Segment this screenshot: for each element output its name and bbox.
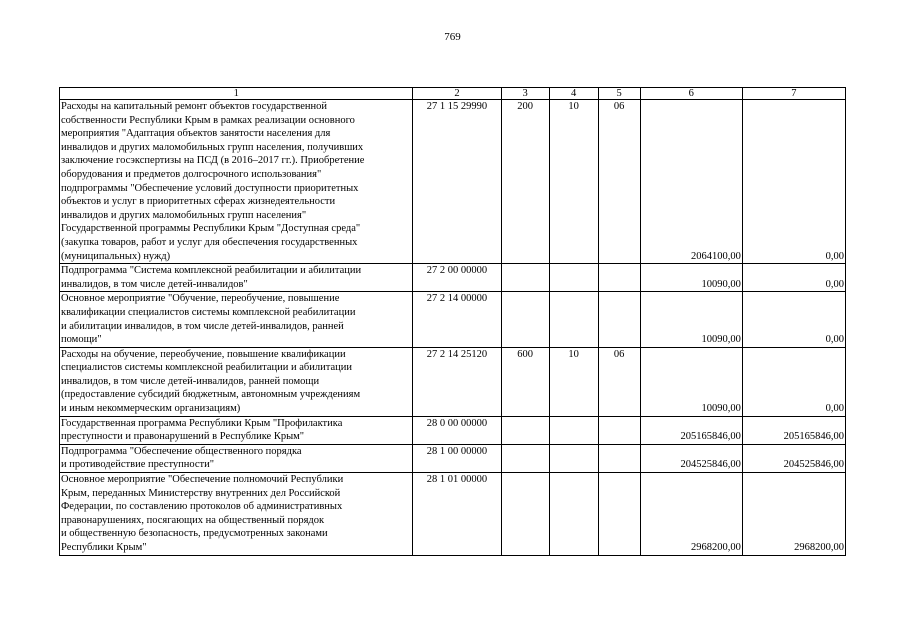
row-expense-type-cell: 200: [501, 100, 549, 264]
table-header-row: [60, 88, 846, 100]
row-amount-cell: 10090,00: [640, 292, 742, 347]
column-header: 3: [501, 88, 549, 100]
row-code-cell: 28 1 01 00000: [413, 473, 501, 556]
row-name-cell: Расходы на капитальный ремонт объектов государственной собственности Республики Крым в рамках реализации основного мероприятия "Адаптация объектов занятости населения для инвалидов и других маломобильных групп населения, получивших заключение госэкспертизы на ПСД (в 2016–2017 гг.). Приобретение оборудования и предметов долгосрочного использования" подпрограммы "Обеспечение условий доступности приоритетных объектов и услуг в приоритетных сферах жизнедеятельности инвалидов и других маломобильных групп населения" Государственной программы Республики Крым "Доступная среда" (закупка товаров, работ и услуг для обеспечения государственных (муниципальных) нужд): [60, 100, 413, 264]
page-number: 769: [444, 31, 461, 43]
row-expense-type-cell: [501, 264, 549, 292]
row-subsection-cell: [598, 416, 640, 444]
row-amount-cell: 2968200,00: [640, 473, 742, 556]
column-header: 2: [413, 88, 501, 100]
table-row: [60, 416, 846, 444]
row-name-cell: Подпрограмма "Система комплексной реабилитации и абилитации инвалидов, в том числе детей-инвалидов": [60, 264, 413, 292]
row-subsection-cell: [598, 473, 640, 556]
row-section-cell: [549, 473, 598, 556]
budget-table: [59, 87, 846, 556]
row-amount-cell: 0,00: [742, 100, 845, 264]
row-amount-cell: 0,00: [742, 292, 845, 347]
row-name-cell: Государственная программа Республики Крым "Профилактика преступности и правонарушений в Республике Крым": [60, 416, 413, 444]
column-header: 1: [60, 88, 413, 100]
row-amount-cell: 204525846,00: [640, 444, 742, 472]
row-amount-cell: 0,00: [742, 347, 845, 416]
column-header: 5: [598, 88, 640, 100]
column-header: 7: [742, 88, 845, 100]
row-code-cell: 28 1 00 00000: [413, 444, 501, 472]
table-row: [60, 473, 846, 556]
row-subsection-cell: 06: [598, 100, 640, 264]
row-code-cell: 27 2 00 00000: [413, 264, 501, 292]
row-code-cell: 27 2 14 25120: [413, 347, 501, 416]
row-expense-type-cell: [501, 416, 549, 444]
row-expense-type-cell: [501, 444, 549, 472]
row-expense-type-cell: 600: [501, 347, 549, 416]
row-section-cell: 10: [549, 100, 598, 264]
row-section-cell: 10: [549, 347, 598, 416]
row-amount-cell: 10090,00: [640, 347, 742, 416]
row-code-cell: 27 1 15 29990: [413, 100, 501, 264]
row-amount-cell: 205165846,00: [640, 416, 742, 444]
row-amount-cell: 10090,00: [640, 264, 742, 292]
row-section-cell: [549, 264, 598, 292]
column-header: 4: [549, 88, 598, 100]
row-amount-cell: 2064100,00: [640, 100, 742, 264]
row-amount-cell: 2968200,00: [742, 473, 845, 556]
row-subsection-cell: [598, 444, 640, 472]
row-section-cell: [549, 416, 598, 444]
row-code-cell: 27 2 14 00000: [413, 292, 501, 347]
row-code-cell: 28 0 00 00000: [413, 416, 501, 444]
table-row: [60, 292, 846, 347]
row-amount-cell: 205165846,00: [742, 416, 845, 444]
row-amount-cell: 204525846,00: [742, 444, 845, 472]
row-name-cell: Основное мероприятие "Обучение, переобучение, повышение квалификации специалистов системы комплексной реабилитации и абилитации инвалидов, в том числе детей-инвалидов, ранней помощи": [60, 292, 413, 347]
row-expense-type-cell: [501, 473, 549, 556]
row-name-cell: Основное мероприятие "Обеспечение полномочий Республики Крым, переданных Министерству внутренних дел Российской Федерации, по составлению протоколов об административных правонарушениях, посягающих на общественный порядок и общественную безопасность, предусмотренных законами Республики Крым": [60, 473, 413, 556]
table-row: [60, 264, 846, 292]
row-amount-cell: 0,00: [742, 264, 845, 292]
row-expense-type-cell: [501, 292, 549, 347]
row-section-cell: [549, 444, 598, 472]
row-name-cell: Расходы на обучение, переобучение, повышение квалификации специалистов системы комплексной реабилитации и абилитации инвалидов, в том числе детей-инвалидов, ранней помощи (предоставление субсидий бюджетным, автономным учреждениям и иным некоммерческим организациям): [60, 347, 413, 416]
row-subsection-cell: [598, 264, 640, 292]
table-row: [60, 100, 846, 264]
row-name-cell: Подпрограмма "Обеспечение общественного порядка и противодействие преступности": [60, 444, 413, 472]
table-row: [60, 444, 846, 472]
row-subsection-cell: 06: [598, 347, 640, 416]
row-section-cell: [549, 292, 598, 347]
table-row: [60, 347, 846, 416]
column-header: 6: [640, 88, 742, 100]
row-subsection-cell: [598, 292, 640, 347]
